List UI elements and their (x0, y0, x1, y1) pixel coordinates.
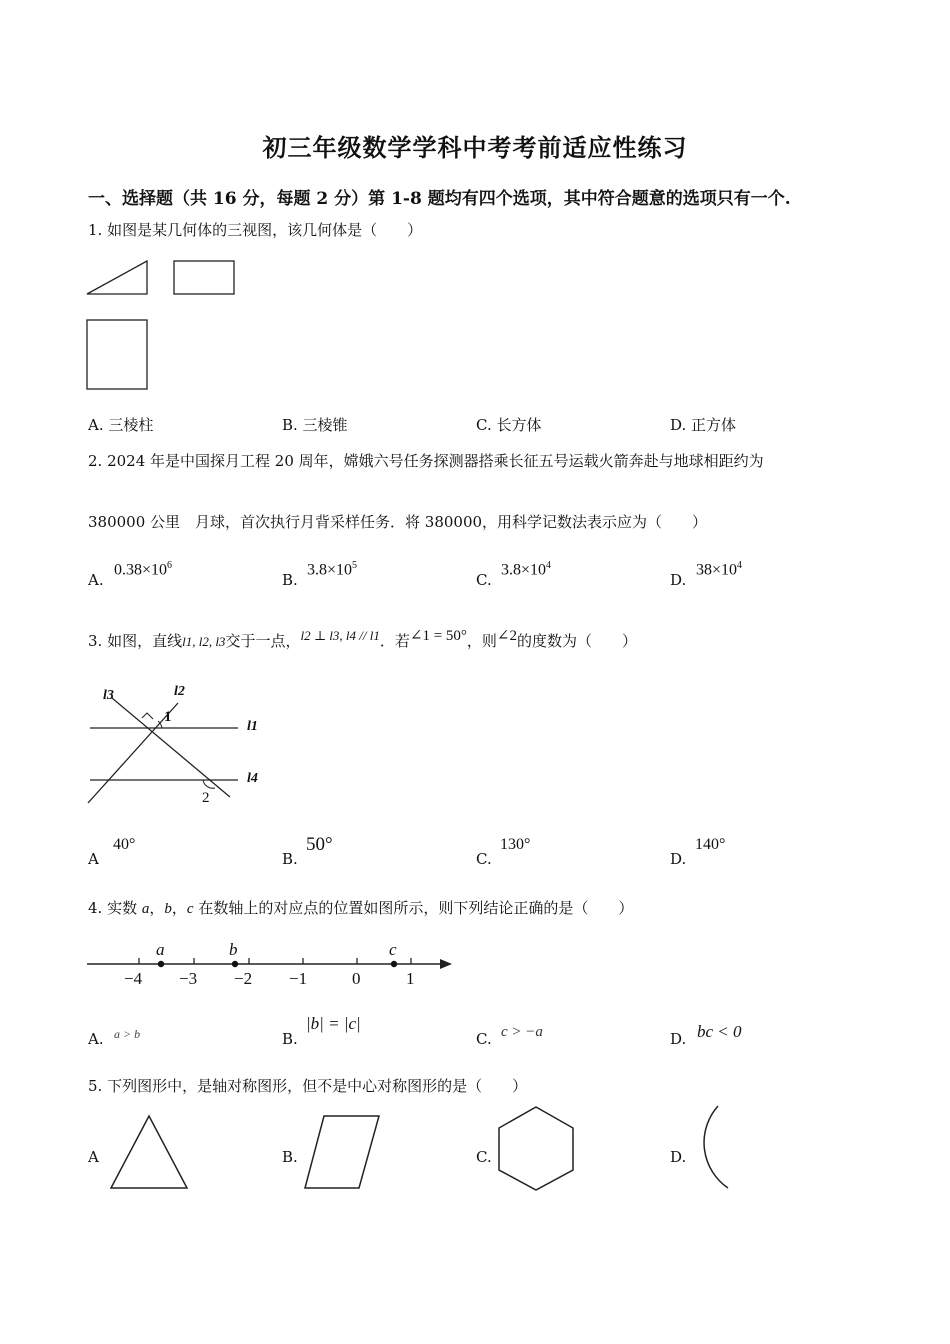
q2-option-d-value: $38\times 10^4$ (696, 560, 743, 579)
tick-label: 0 (352, 969, 361, 988)
label-l4: l4 (247, 771, 258, 786)
tick-label: 1 (406, 969, 415, 988)
point-b-label: b (229, 940, 238, 959)
q4-option-d-label: D. (670, 1030, 687, 1048)
label-angle-1: 1 (164, 709, 172, 725)
label-l1: l1 (247, 719, 258, 734)
q3-lines: l1, l2, l3 (182, 634, 226, 649)
q5-option-c-label: C. (476, 1148, 492, 1166)
q3-option-b-value: 50° (306, 834, 333, 855)
q3-option-a-label: A (88, 850, 99, 868)
question-5-stem: 5. 下列图形中，是轴对称图形，但不是中心对称图形的是（ ） (88, 1077, 528, 1095)
q5-option-b-label: B. (282, 1148, 298, 1166)
point-c-label: c (389, 940, 397, 959)
q4-option-b-value: |b| = |c| (306, 1014, 361, 1033)
q3-option-d-value: 140° (695, 836, 726, 853)
q1-option-b: B. 三棱锥 (282, 416, 348, 434)
q3-option-c-value: 130° (500, 836, 531, 853)
question-1-stem: 1. 如图是某几何体的三视图，该几何体是（ ） (88, 221, 423, 239)
question-2-stem-line1: 2. 2024 年是中国探月工程 20 周年，嫦娥六号任务探测器搭乘长征五号运载火箭奔赴与地球相距约为 (88, 452, 764, 470)
q4-option-a-value: a > b (114, 1027, 141, 1041)
q3-given: ∠1 = 50° (409, 628, 467, 644)
parallelogram-shape (305, 1116, 379, 1188)
hexagon-shape (499, 1107, 573, 1190)
q2-option-c-label: C. (476, 571, 492, 589)
q5-option-d-label: D. (670, 1148, 687, 1166)
q4-option-c-label: C. (476, 1030, 492, 1048)
q3-option-d-label: D. (670, 850, 687, 868)
page-title: 初三年级数学学科中考考前适应性练习 (262, 133, 688, 162)
tick-label: −1 (289, 969, 308, 988)
q3-option-a-value: 40° (113, 836, 136, 853)
q2-option-d-label: D. (670, 571, 687, 589)
q2-option-c-value: $3.8\times 10^4$ (501, 560, 552, 579)
q4-option-b-label: B. (282, 1030, 298, 1048)
q1-option-c: C. 长方体 (476, 416, 542, 434)
label-l3: l3 (103, 688, 114, 703)
arc-shape (704, 1106, 728, 1188)
point-a-label: a (156, 940, 165, 959)
label-l2: l2 (174, 684, 185, 699)
q2-option-a-label: A. (88, 571, 104, 589)
tick-label: −3 (179, 969, 198, 988)
tick-label: −2 (234, 969, 253, 988)
question-3-stem: 3. 如图，直线l1, l2, l3交于一点，l2 ⊥ l3, l4 // l1．若∠1 = 50°，则∠2的度数为（ ） (88, 628, 638, 650)
tick-label: −4 (124, 969, 143, 988)
q3-option-b-label: B. (282, 850, 298, 868)
label-angle-2: 2 (202, 790, 210, 806)
q3-option-c-label: C. (476, 850, 492, 868)
q1-option-a: A. 三棱柱 (88, 416, 154, 434)
q1-option-d: D. 正方体 (670, 416, 737, 434)
q5-option-a-label: A (88, 1148, 99, 1166)
q2-option-a-value: $0.38\times 10^6$ (114, 560, 173, 579)
q3-ask: ∠2 (496, 628, 517, 644)
question-2-stem-line2: 380000 公里 月球，首次执行月背采样任务．将 380000，用科学记数法表示应为（ ） (88, 513, 708, 531)
q2-option-b-value: $3.8\times 10^5$ (307, 560, 358, 579)
q3-relation: l2 ⊥ l3, l4 // l1 (300, 628, 380, 643)
question-4-stem: 4. 实数 a，b，c 在数轴上的对应点的位置如图所示，则下列结论正确的是（ ） (88, 899, 634, 917)
section-heading: 一、选择题（共 16 分，每题 2 分）第 1-8 题均有四个选项，其中符合题意的选项只有一个. (88, 189, 791, 209)
q4-option-c-value: c > −a (501, 1024, 543, 1040)
q4-option-a-label: A. (88, 1030, 104, 1048)
q2-option-b-label: B. (282, 571, 298, 589)
q4-option-d-value: bc < 0 (697, 1022, 742, 1041)
triangle-shape (111, 1116, 187, 1188)
